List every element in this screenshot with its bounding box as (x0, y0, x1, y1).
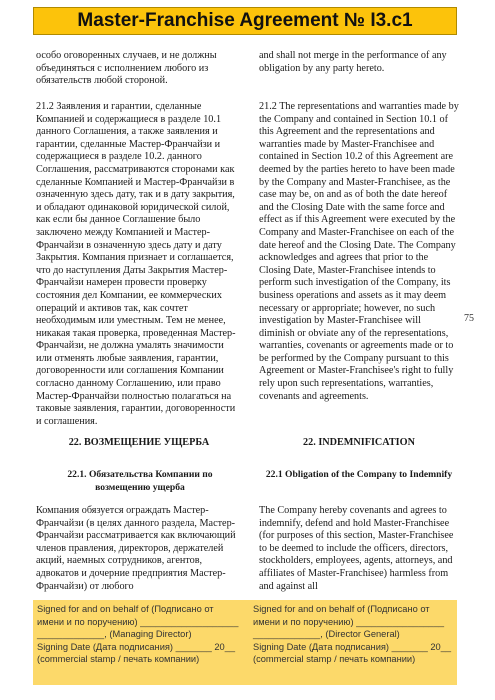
signature-block-right (245, 600, 457, 685)
signature-left-line4: Signing Date (Дата подписания) _______ 20__ (37, 641, 236, 652)
signature-left-line3: _____________, (Managing Director) (37, 629, 192, 640)
clause-21-2-en (259, 101, 459, 403)
signature-right-line4: Signing Date (Дата подписания) _______ 20__ (253, 641, 452, 652)
signature-block-left (33, 600, 245, 685)
top-text-ru: особо оговоренных случаев, и не должны объединяться с исполнением любого из обязательств любой стороной. (36, 50, 217, 87)
clause-21-2-text-ru: 21.2 Заявления и гарантии, сделанные Компанией и содержащиеся в разделе 10.1 данного Соглашения, а также заявления и гарантии, сделанные Мастер-Франчайзи и содержащиеся в разделе 10.2. данного Соглашения, рассматриваются сторонами как сделанные Компанией и Мастер-Франчайзи в означенную здесь дату, так и в дату закрытия, и обладают одинаковой юридической силой, как если бы данное Соглашение было заключено между Компанией и Мастер-Франчайзи в означенную здесь дату и дату Закрытия. Компания признает и соглашается, что до наступления Даты Закрытия Мастер-Франчайзи намерен провести проверку состояния дел Компании, ее коммерческих операций и активов так, как сочтет необходимым или уместным. Тем не менее, никакая такая проверка, проведенная Мастер-Франчайзи, не должна умалять значимости или отменять любые заявления, гарантии, договоренности или соглашения Компании согласно данному Соглашению, или право Мастер-Франчайзи полностью полагаться на таковые заявления, гарантии, договоренности и соглашения. (36, 101, 236, 427)
clause-22-1-text-ru: Компания обязуется ограждать Мастер-Франчайзи (в целях данного раздела, Мастер-Франчайзи рассматривается как включающий членов правления, директоров, держателей акций, наемных сотрудников, агентов, адвокатов и дочерние предприятия Мастер-Франчайзи) от любого (36, 505, 236, 592)
signature-right-line2: имени и по поручению) _________________ (253, 616, 445, 627)
signature-left-line1: Signed for and on behalf of (Подписано от (37, 604, 214, 614)
signature-right-line5: (commercial stamp / печать компании) (253, 654, 416, 665)
clause-22-1-en (259, 505, 459, 593)
section-22-heading-en: 22. INDEMNIFICATION (303, 437, 415, 448)
clause-22-1-text-en: The Company hereby covenants and agrees to indemnify, defend and hold Master-Franchisee (for purposes of this section, Master-Franchisee to be deemed to include the officers, directors, stockholders, employees, agents, attorneys, and affiliates of Master-Franchisee) harmless from and against all (259, 505, 454, 592)
section-22-heading-ru: 22. ВОЗМЕЩЕНИЕ УЩЕРБА (68, 437, 210, 448)
section-22-1-subheading-ru: 22.1. Обязательства Компании по возмещению ущерба (67, 469, 213, 493)
document-title-bar (33, 7, 457, 35)
clause-21-2-text-en: 21.2 The representations and warranties made by the Company and contained in Section 10.1 of this Agreement and the representations and warranties made by Master-Franchisee and contained in Section 10.2 of this Agreement are deemed by the parties hereto to have been made by the Company and Master-Franchisee, as the case may be, on and as of both the date hereof and the Closing Date with the same force and effect as if this Agreement were executed by the Company and Master-Franchisee on each of the date hereof and the Closing Date. The Company acknowledges and agrees that prior to the Closing Date, Master-Franchisee intends to perform such investigation of the Company, its business operations and assets as it may deem necessary or appropriate; however, no such investigation by Master-Franchisee will diminish or obviate any of the representations, warranties, covenants or agreements made or to be performed by the Company pursuant to this Agreement or Master-Franchisee's right to fully rely upon such representations, warranties, covenants and agreements. (259, 101, 459, 402)
signature-right-line1: Signed for and on behalf of (Подписано от (253, 604, 430, 614)
section-22-1-subheading-en: 22.1 Obligation of the Company to Indemnify (265, 469, 453, 480)
top-text-en: and shall not merge in the performance of any obligation by any party hereto. (259, 50, 447, 74)
signature-footer (33, 600, 457, 685)
signature-left-line5: (commercial stamp / печать компании) (37, 654, 200, 665)
signature-right-line3: _____________, (Director General) (253, 629, 400, 640)
page-number: 75 (464, 313, 474, 324)
clause-22-1-ru (36, 505, 242, 593)
top-paragraph-en (259, 50, 459, 75)
top-paragraph-ru (36, 50, 242, 88)
document-title: Master-Franchise Agreement № I3.c1 (77, 10, 413, 31)
clause-21-2-ru (36, 101, 242, 428)
signature-left-line2: имени и по поручению) ___________________ (37, 616, 239, 627)
